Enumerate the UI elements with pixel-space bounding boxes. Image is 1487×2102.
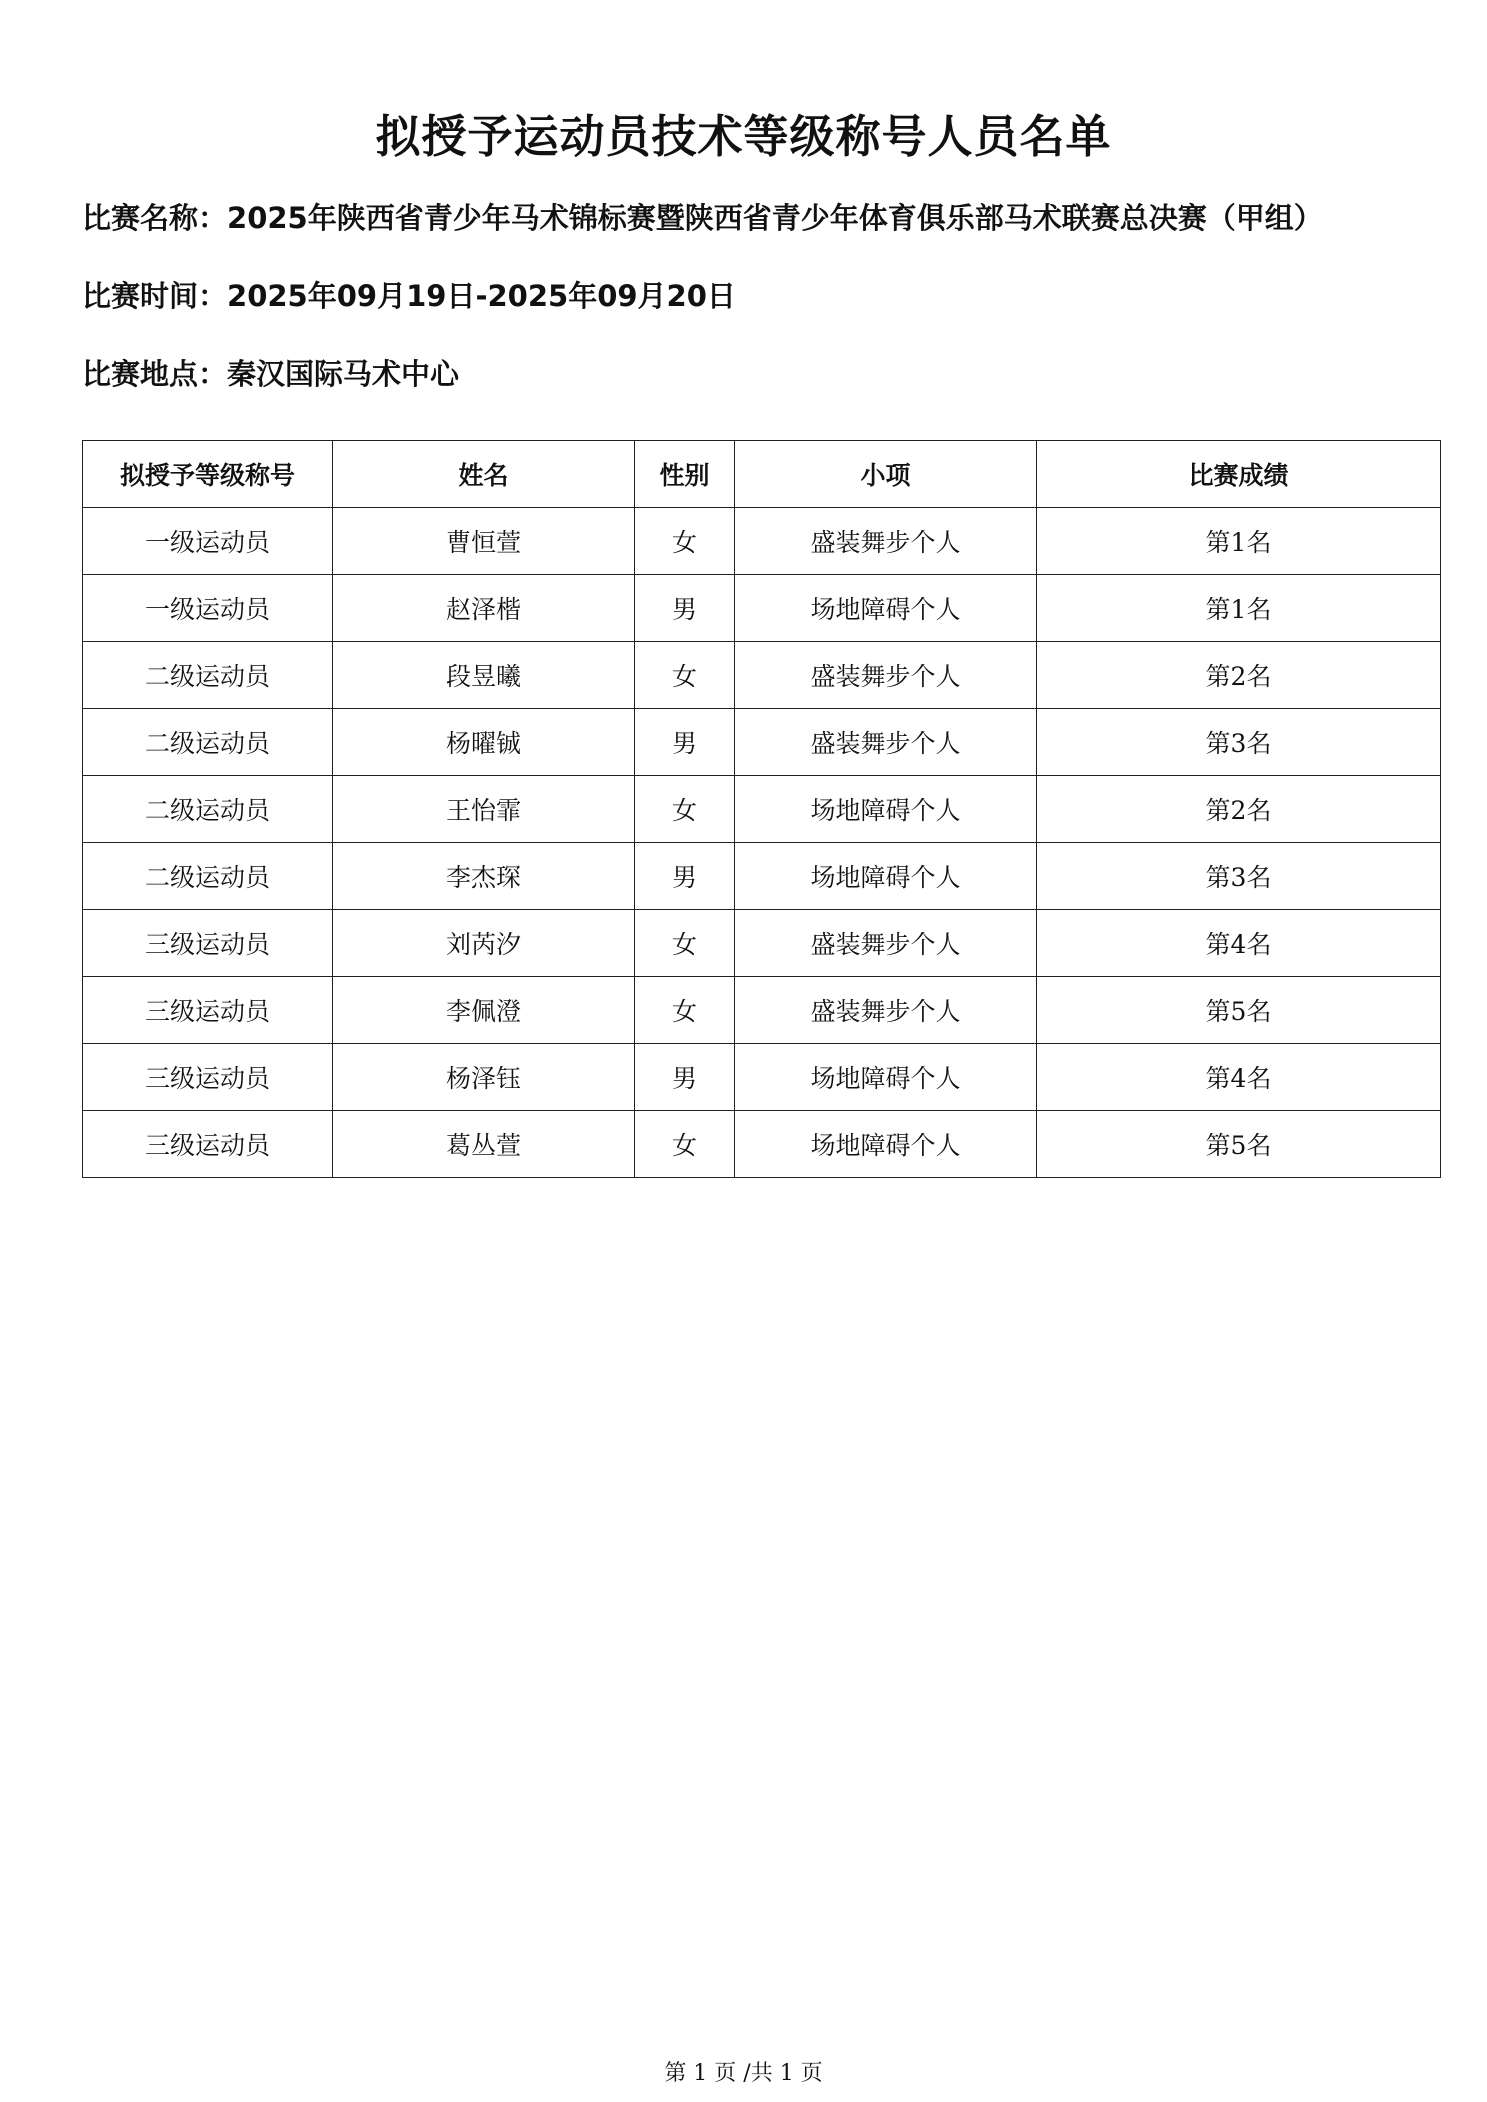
cell-gender: 女 <box>635 1111 735 1178</box>
cell-result: 第5名 <box>1037 977 1441 1044</box>
table-row <box>83 642 1441 709</box>
table-row <box>83 709 1441 776</box>
cell-event: 场地障碍个人 <box>735 1111 1037 1178</box>
cell-name: 段昱曦 <box>333 642 635 709</box>
cell-event: 场地障碍个人 <box>735 1044 1037 1111</box>
cell-result: 第2名 <box>1037 642 1441 709</box>
cell-name: 刘芮汐 <box>333 910 635 977</box>
competition-name-value: 2025年陕西省青少年马术锦标赛暨陕西省青少年体育俱乐部马术联赛总决赛（甲组） <box>227 201 1323 235</box>
header-result: 比赛成绩 <box>1037 441 1441 508</box>
cell-level: 二级运动员 <box>83 776 333 843</box>
cell-name: 葛丛萱 <box>333 1111 635 1178</box>
competition-time-line <box>82 274 736 315</box>
cell-gender: 男 <box>635 1044 735 1111</box>
cell-name: 杨曜铖 <box>333 709 635 776</box>
cell-gender: 女 <box>635 642 735 709</box>
competition-place-line <box>82 352 459 393</box>
page-footer: 第 1 页 /共 1 页 <box>664 2061 823 2086</box>
header-name: 姓名 <box>333 441 635 508</box>
cell-name: 李佩澄 <box>333 977 635 1044</box>
cell-level: 二级运动员 <box>83 642 333 709</box>
table-row <box>83 977 1441 1044</box>
competition-name-label: 比赛名称： <box>82 201 228 235</box>
cell-name: 赵泽楷 <box>333 575 635 642</box>
competition-time-value: 2025年09月19日-2025年09月20日 <box>227 279 736 313</box>
cell-event: 场地障碍个人 <box>735 843 1037 910</box>
competition-place-label: 比赛地点： <box>82 357 228 391</box>
cell-event: 场地障碍个人 <box>735 575 1037 642</box>
cell-level: 二级运动员 <box>83 709 333 776</box>
table-row <box>83 776 1441 843</box>
cell-level: 二级运动员 <box>83 843 333 910</box>
cell-level: 三级运动员 <box>83 1111 333 1178</box>
cell-name: 曹恒萱 <box>333 508 635 575</box>
page-title: 拟授予运动员技术等级称号人员名单 <box>375 110 1112 163</box>
table-row <box>83 1044 1441 1111</box>
cell-level: 三级运动员 <box>83 977 333 1044</box>
cell-result: 第5名 <box>1037 1111 1441 1178</box>
table-header-row <box>83 441 1441 508</box>
cell-gender: 男 <box>635 575 735 642</box>
header-gender: 性别 <box>635 441 735 508</box>
cell-event: 盛装舞步个人 <box>735 977 1037 1044</box>
cell-result: 第3名 <box>1037 709 1441 776</box>
table-row <box>83 575 1441 642</box>
cell-name: 李杰琛 <box>333 843 635 910</box>
cell-result: 第3名 <box>1037 843 1441 910</box>
competition-place-value: 秦汉国际马术中心 <box>227 357 460 391</box>
cell-result: 第1名 <box>1037 575 1441 642</box>
competition-name-line <box>82 196 1323 237</box>
cell-name: 王怡霏 <box>333 776 635 843</box>
header-event: 小项 <box>735 441 1037 508</box>
cell-event: 盛装舞步个人 <box>735 642 1037 709</box>
cell-gender: 男 <box>635 843 735 910</box>
cell-result: 第2名 <box>1037 776 1441 843</box>
cell-gender: 女 <box>635 776 735 843</box>
cell-level: 一级运动员 <box>83 508 333 575</box>
cell-gender: 女 <box>635 910 735 977</box>
cell-event: 盛装舞步个人 <box>735 508 1037 575</box>
cell-event: 盛装舞步个人 <box>735 910 1037 977</box>
table-row <box>83 843 1441 910</box>
cell-level: 三级运动员 <box>83 910 333 977</box>
cell-result: 第1名 <box>1037 508 1441 575</box>
cell-result: 第4名 <box>1037 910 1441 977</box>
athlete-roster-table <box>82 440 1441 1178</box>
cell-level: 一级运动员 <box>83 575 333 642</box>
cell-gender: 女 <box>635 977 735 1044</box>
cell-event: 场地障碍个人 <box>735 776 1037 843</box>
cell-gender: 女 <box>635 508 735 575</box>
header-level: 拟授予等级称号 <box>83 441 333 508</box>
competition-time-label: 比赛时间： <box>82 279 228 313</box>
table-row <box>83 910 1441 977</box>
cell-gender: 男 <box>635 709 735 776</box>
table-row <box>83 1111 1441 1178</box>
cell-name: 杨泽钰 <box>333 1044 635 1111</box>
cell-level: 三级运动员 <box>83 1044 333 1111</box>
cell-result: 第4名 <box>1037 1044 1441 1111</box>
table-row <box>83 508 1441 575</box>
cell-event: 盛装舞步个人 <box>735 709 1037 776</box>
